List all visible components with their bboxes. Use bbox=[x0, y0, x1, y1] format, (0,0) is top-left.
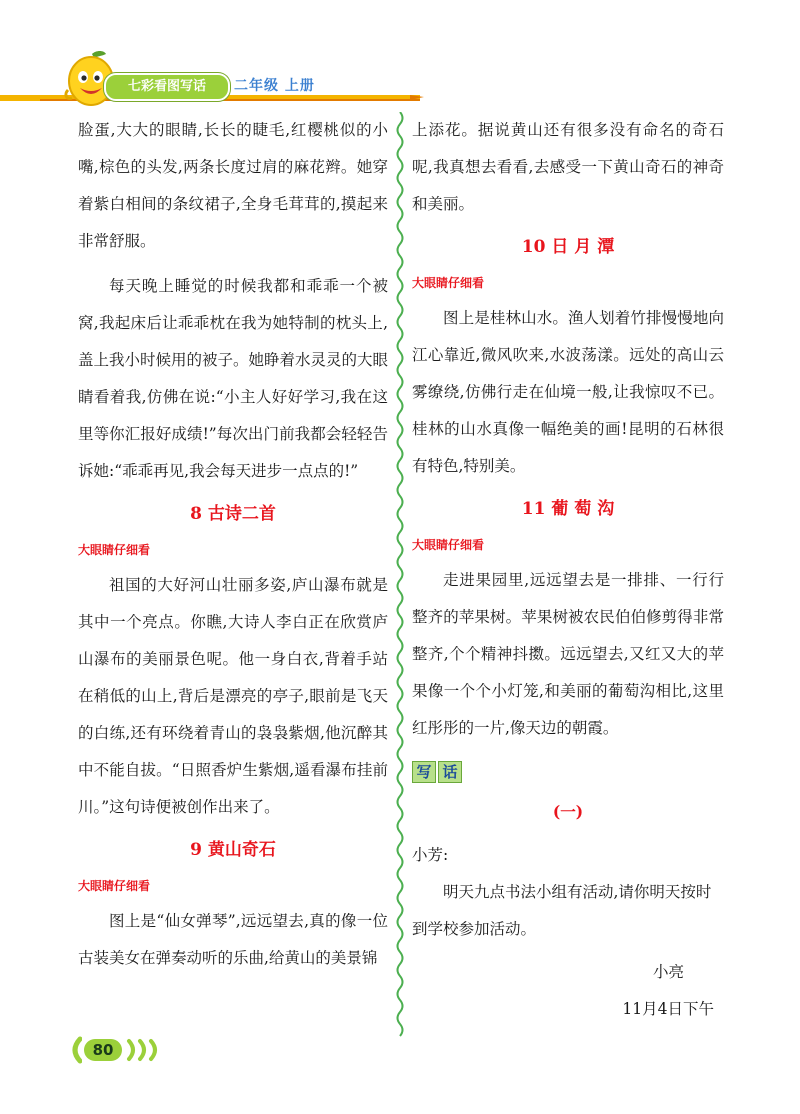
section-9-paragraph: 图上是“仙女弹琴”,远远望去,真的像一位古装美女在弹奏动听的乐曲,给黄山的美景锦 bbox=[78, 912, 388, 967]
left-column bbox=[78, 112, 388, 977]
header-arrow-icon bbox=[410, 88, 424, 106]
section-8-paragraph: 祖国的大好河山壮丽多姿,庐山瀑布就是其中一个亮点。你瞧,大诗人李白正在欣赏庐山瀑布的美丽景色呢。他一身白衣,背着手站在稍低的山上,背后是漂亮的亭子,眼前是飞天的白练,还有环绕着青山的袅袅紫烟,他沉醉其中不能自拔。“日照香炉生紫烟,遥看瀑布挂前川。”这句诗便被创作出来了。 bbox=[78, 576, 388, 816]
page-header bbox=[0, 0, 800, 115]
paragraph-continued: 脸蛋,大大的眼睛,长长的睫毛,红樱桃似的小嘴,棕色的头发,两条长度过肩的麻花辫。她穿着紫白相间的条纹裙子,全身毛茸茸的,摸起来非常舒服。 bbox=[78, 121, 388, 250]
section-11-paragraph: 走进果园里,远远望去是一排排、一行行整齐的苹果树。苹果树被农民伯伯修剪得非常整齐,个个精神抖擞。远远望去,又红又大的苹果像一个个小灯笼,和美丽的葡萄沟相比,这里红彤彤的一片,像天边的朝霞。 bbox=[412, 571, 724, 737]
letter-body: 明天九点书法小组有活动,请你明天按时到学校参加活动。 bbox=[412, 883, 712, 938]
series-title: 七彩看图写话 bbox=[104, 73, 230, 101]
section-10-title: 10 日 月 潭 bbox=[521, 237, 615, 257]
page-footer bbox=[68, 1036, 188, 1066]
right-chevrons-icon bbox=[126, 1036, 166, 1064]
right-column bbox=[412, 112, 724, 1028]
section-8-title: 8 古诗二首 bbox=[190, 504, 276, 524]
section-8-subtitle: 大眼睛仔细看 bbox=[78, 543, 151, 557]
section-11-title: 11 葡 萄 沟 bbox=[521, 499, 615, 519]
letter-signature: 小亮 bbox=[652, 963, 684, 981]
part-one-title: (一) bbox=[552, 802, 584, 821]
paragraph-continued-right: 上添花。据说黄山还有很多没有命名的奇石呢,我真想去看看,去感受一下黄山奇石的神奇和美丽。 bbox=[412, 121, 724, 213]
writing-label-char-2: 话 bbox=[438, 761, 462, 783]
page-number: 80 bbox=[84, 1039, 122, 1061]
section-9-title: 9 黄山奇石 bbox=[190, 840, 276, 860]
section-10-subtitle: 大眼睛仔细看 bbox=[412, 276, 485, 290]
writing-section-label bbox=[412, 761, 724, 783]
letter-date: 11月4日下午 bbox=[622, 1000, 714, 1018]
letter-salutation: 小芳: bbox=[412, 846, 449, 864]
left-chevron-icon bbox=[68, 1036, 82, 1064]
writing-label-char-1: 写 bbox=[412, 761, 436, 783]
section-10-paragraph: 图上是桂林山水。渔人划着竹排慢慢地向江心靠近,微风吹来,水波荡漾。远处的高山云雾缭绕,仿佛行走在仙境一般,让我惊叹不已。桂林的山水真像一幅绝美的画!昆明的石林很有特色,特别美。 bbox=[412, 309, 724, 475]
section-9-subtitle: 大眼睛仔细看 bbox=[78, 879, 151, 893]
column-divider bbox=[395, 112, 405, 1042]
grade-label: 二年级 上册 bbox=[234, 78, 315, 94]
paragraph-bedtime: 每天晚上睡觉的时候我都和乖乖一个被窝,我起床后让乖乖枕在我为她特制的枕头上,盖上我小时候用的被子。她睁着水灵灵的大眼睛看着我,仿佛在说:“小主人好好学习,我在这里等你汇报好成绩!”每次出门前我都会轻轻告诉她:“乖乖再见,我会每天进步一点点的!” bbox=[78, 277, 389, 480]
section-11-subtitle: 大眼睛仔细看 bbox=[412, 538, 485, 552]
